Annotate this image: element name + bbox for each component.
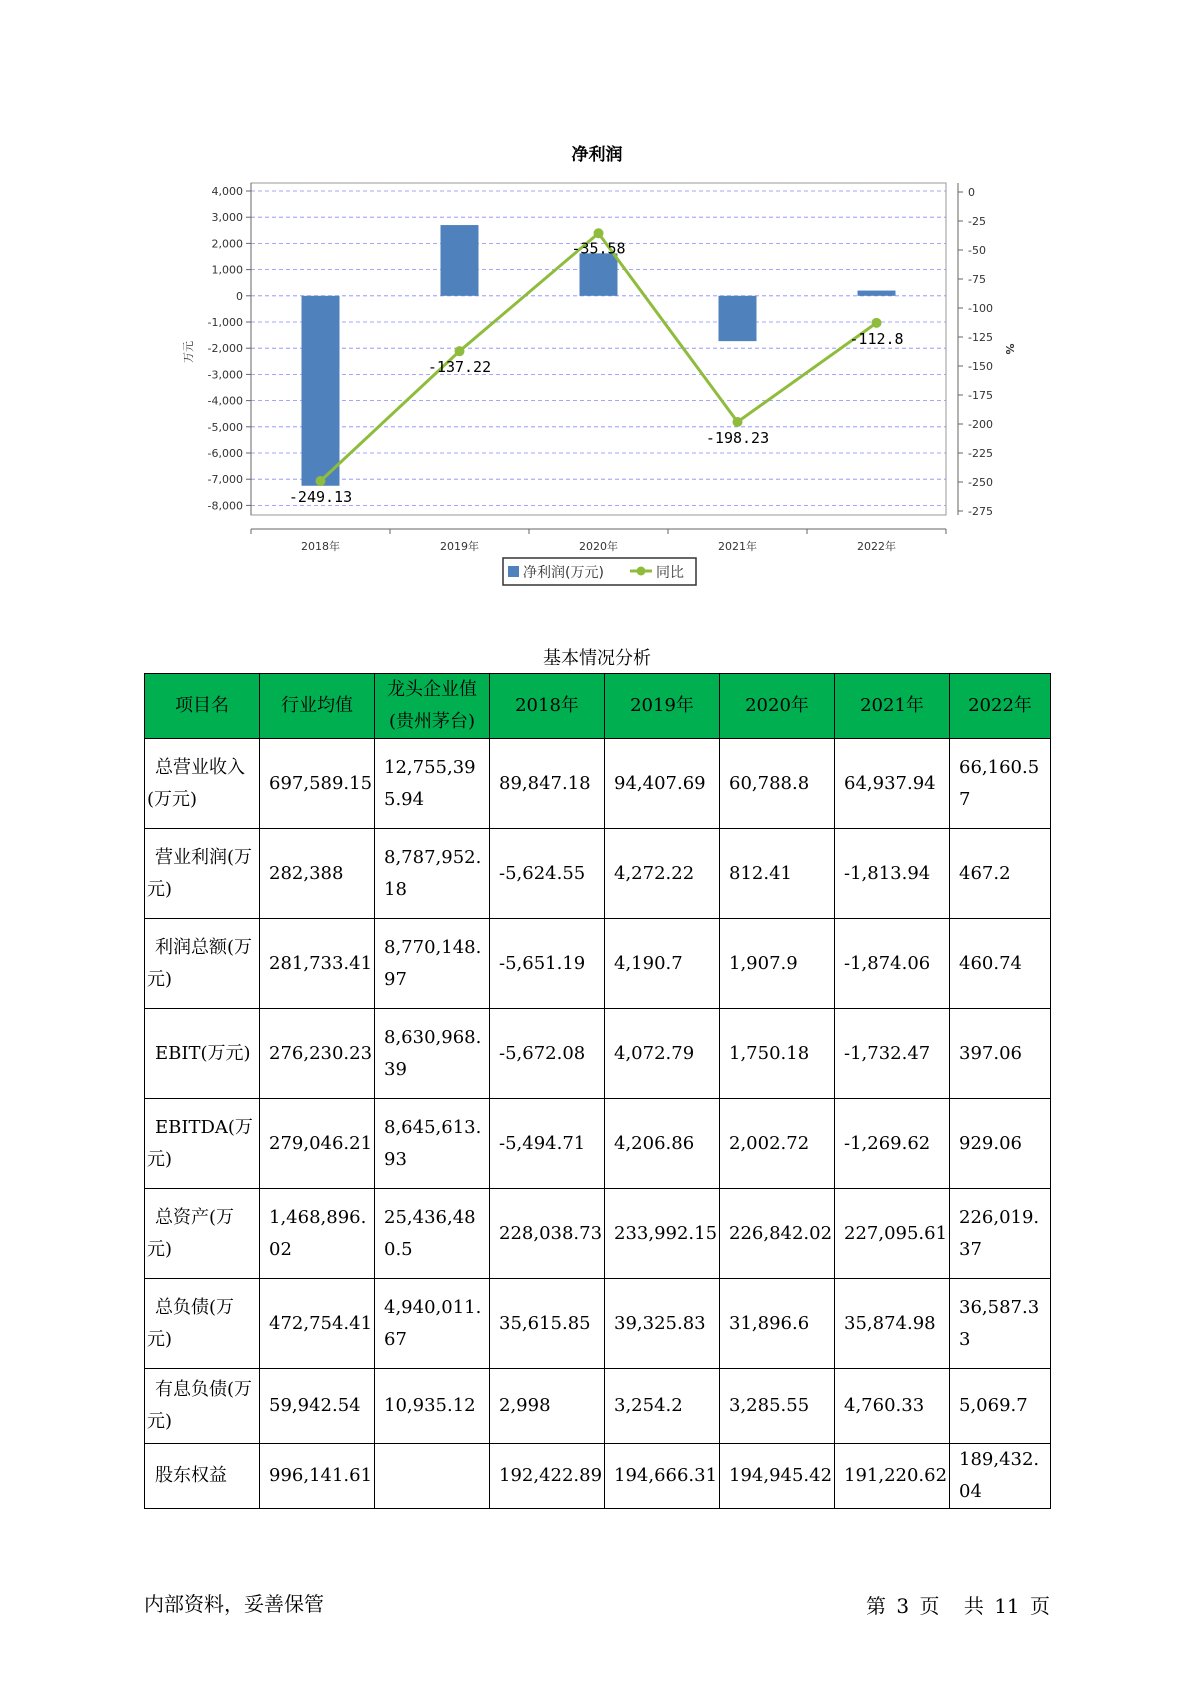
yoy-data-label: -137.22: [427, 358, 492, 377]
total-prefix: 共: [963, 1594, 984, 1618]
bar-2019年: [441, 225, 479, 296]
table-row: [145, 829, 1051, 919]
data-cell: 460.74: [950, 919, 1051, 1009]
data-cell: 25,436,480.5: [375, 1189, 490, 1279]
yoy-data-label: -112.8: [849, 329, 904, 348]
data-cell: -1,732.47: [835, 1009, 950, 1099]
data-cell: 3,254.2: [605, 1369, 720, 1444]
data-cell: 36,587.33: [950, 1279, 1051, 1369]
table-row: [145, 1189, 1051, 1279]
table-row: [145, 919, 1051, 1009]
data-cell: 35,615.85: [490, 1279, 605, 1369]
y-right-tick-label: -75: [968, 273, 986, 286]
yoy-data-label: -35.58: [571, 239, 626, 258]
total-word: 页: [1030, 1594, 1050, 1618]
row-name-cell: 总资产(万元): [145, 1189, 260, 1279]
x-category-label: 2018年: [301, 540, 340, 553]
bar-2018年: [302, 296, 340, 486]
data-cell: 1,468,896.02: [260, 1189, 375, 1279]
row-name-cell: EBITDA(万元): [145, 1099, 260, 1189]
data-cell: 226,019.37: [950, 1189, 1051, 1279]
data-cell: 279,046.21: [260, 1099, 375, 1189]
data-cell: 89,847.18: [490, 739, 605, 829]
y-left-tick-label: -6,000: [207, 447, 243, 460]
legend-bar-label: 净利润(万元): [523, 565, 604, 581]
y-right-tick-label: -125: [968, 331, 993, 344]
data-cell: 233,992.15: [605, 1189, 720, 1279]
data-cell: 2,998: [490, 1369, 605, 1444]
legend-line-label: 同比: [656, 565, 684, 581]
bar-2021年: [719, 296, 757, 341]
page-total: 11: [994, 1594, 1020, 1618]
table-caption: 基本情况分析: [543, 648, 651, 669]
yoy-point: [316, 476, 326, 486]
net-profit-chart: [0, 0, 1191, 600]
data-cell: 10,935.12: [375, 1369, 490, 1444]
data-cell: -1,813.94: [835, 829, 950, 919]
data-cell: 1,907.9: [720, 919, 835, 1009]
y-right-tick-label: -275: [968, 505, 993, 518]
data-cell: 929.06: [950, 1099, 1051, 1189]
y-right-tick-label: -200: [968, 418, 993, 431]
row-name-cell: EBIT(万元): [145, 1009, 260, 1099]
y-right-tick-label: -100: [968, 302, 993, 315]
footer-confidential-note: 内部资料，妥善保管: [144, 1592, 324, 1616]
bar-2022年: [858, 291, 896, 296]
data-cell: 12,755,395.94: [375, 739, 490, 829]
data-cell: -5,494.71: [490, 1099, 605, 1189]
table-row: [145, 1369, 1051, 1444]
data-cell: 8,630,968.39: [375, 1009, 490, 1099]
header-cell: 2022年: [950, 674, 1051, 739]
y-left-tick-label: -1,000: [207, 316, 243, 329]
data-cell: 397.06: [950, 1009, 1051, 1099]
data-cell: 228,038.73: [490, 1189, 605, 1279]
row-name-cell: 利润总额(万元): [145, 919, 260, 1009]
y-axis-left: [208, 183, 251, 515]
data-cell: 189,432.04: [950, 1444, 1051, 1509]
row-name-cell: 总营业收入(万元): [145, 739, 260, 829]
page-word: 页: [919, 1594, 940, 1618]
table-body: [145, 739, 1051, 1509]
header-cell: 2020年: [720, 674, 835, 739]
y-left-tick-label: 0: [236, 289, 243, 303]
data-cell: 8,770,148.97: [375, 919, 490, 1009]
data-cell: 697,589.15: [260, 739, 375, 829]
data-cell: 8,787,952.18: [375, 829, 490, 919]
table-row: [145, 739, 1051, 829]
data-cell: -5,651.19: [490, 919, 605, 1009]
table-row: [145, 1444, 1051, 1509]
chart-legend: [503, 558, 696, 585]
x-category-label: 2020年: [579, 540, 618, 553]
data-cell: [375, 1444, 490, 1509]
data-cell: 191,220.62: [835, 1444, 950, 1509]
bar-2020年: [580, 253, 618, 295]
data-cell: 2,002.72: [720, 1099, 835, 1189]
data-cell: 226,842.02: [720, 1189, 835, 1279]
legend-line-marker: [637, 567, 646, 576]
table-row: [145, 1279, 1051, 1369]
footer-page-number: [862, 1590, 1050, 1619]
basic-analysis-table: [144, 673, 1051, 1509]
row-name-cell: 营业利润(万元): [145, 829, 260, 919]
legend-bar-swatch: [508, 566, 519, 577]
y-left-tick-label: -7,000: [207, 473, 243, 487]
y-right-tick-label: -25: [968, 215, 986, 228]
data-cell: 66,160.57: [950, 739, 1051, 829]
data-cell: -5,624.55: [490, 829, 605, 919]
x-axis-categories: [251, 529, 946, 553]
data-cell: 467.2: [950, 829, 1051, 919]
header-cell: 龙头企业值(贵州茅台): [375, 674, 490, 739]
data-cell: 3,285.55: [720, 1369, 835, 1444]
yoy-point: [733, 417, 743, 427]
data-cell: 5,069.7: [950, 1369, 1051, 1444]
data-cell: 472,754.41: [260, 1279, 375, 1369]
y-left-tick-label: -4,000: [207, 394, 243, 408]
data-cell: 812.41: [720, 829, 835, 919]
page-prefix: 第: [866, 1594, 887, 1618]
y-left-tick-label: 4,000: [211, 185, 243, 198]
data-cell: 59,942.54: [260, 1369, 375, 1444]
data-cell: 35,874.98: [835, 1279, 950, 1369]
y-right-tick-label: -150: [968, 360, 993, 373]
data-cell: 1,750.18: [720, 1009, 835, 1099]
yoy-data-label: -198.23: [705, 428, 770, 447]
data-cell: -1,874.06: [835, 919, 950, 1009]
header-cell: 行业均值: [260, 674, 375, 739]
yoy-point: [594, 228, 604, 238]
row-name-cell: 有息负债(万元): [145, 1369, 260, 1444]
y-left-tick-label: -8,000: [207, 499, 243, 513]
data-cell: 281,733.41: [260, 919, 375, 1009]
data-cell: 8,645,613.93: [375, 1099, 490, 1189]
data-cell: -5,672.08: [490, 1009, 605, 1099]
table-header-row: [145, 674, 1051, 739]
yoy-data-label: -249.13: [288, 487, 353, 506]
data-cell: -1,269.62: [835, 1099, 950, 1189]
header-cell: 2019年: [605, 674, 720, 739]
y-right-tick-label: -225: [968, 447, 993, 460]
yoy-point: [455, 346, 465, 356]
data-cell: 4,760.33: [835, 1369, 950, 1444]
data-cell: 282,388: [260, 829, 375, 919]
data-cell: 4,072.79: [605, 1009, 720, 1099]
data-cell: 996,141.61: [260, 1444, 375, 1509]
x-category-label: 2021年: [718, 540, 757, 553]
y-right-tick-label: -250: [968, 476, 993, 489]
y-right-tick-label: 0: [968, 186, 975, 199]
row-name-cell: 总负债(万元): [145, 1279, 260, 1369]
bar-series: [302, 225, 896, 486]
data-cell: 4,206.86: [605, 1099, 720, 1189]
y-axis-right-label: %: [1003, 343, 1016, 355]
header-cell: 2018年: [490, 674, 605, 739]
data-cell: 39,325.83: [605, 1279, 720, 1369]
row-name-cell: 股东权益: [145, 1444, 260, 1509]
y-axis-right: [958, 183, 993, 518]
data-cell: 192,422.89: [490, 1444, 605, 1509]
y-left-tick-label: -5,000: [207, 420, 243, 434]
y-left-tick-label: 1,000: [211, 263, 243, 277]
data-cell: 276,230.23: [260, 1009, 375, 1099]
table-row: [145, 1009, 1051, 1099]
data-cell: 4,940,011.67: [375, 1279, 490, 1369]
y-left-tick-label: 2,000: [211, 237, 243, 251]
data-cell: 64,937.94: [835, 739, 950, 829]
page-current: 3: [896, 1594, 910, 1618]
chart-title: 净利润: [571, 145, 623, 165]
header-cell: 项目名: [145, 674, 260, 739]
y-axis-left-label: 万元: [182, 341, 195, 363]
x-category-label: 2019年: [440, 540, 479, 553]
y-left-tick-label: -2,000: [207, 342, 243, 356]
data-cell: 94,407.69: [605, 739, 720, 829]
y-right-tick-label: -175: [968, 389, 993, 402]
data-cell: 227,095.61: [835, 1189, 950, 1279]
x-category-label: 2022年: [857, 540, 896, 553]
data-cell: 4,272.22: [605, 829, 720, 919]
data-cell: 194,945.42: [720, 1444, 835, 1509]
y-right-tick-label: -50: [968, 244, 986, 257]
y-left-tick-label: 3,000: [211, 211, 243, 225]
data-cell: 4,190.7: [605, 919, 720, 1009]
y-left-tick-label: -3,000: [207, 368, 243, 382]
header-cell: 2021年: [835, 674, 950, 739]
table-row: [145, 1099, 1051, 1189]
data-cell: 60,788.8: [720, 739, 835, 829]
yoy-point: [872, 318, 882, 328]
data-cell: 194,666.31: [605, 1444, 720, 1509]
data-cell: 31,896.6: [720, 1279, 835, 1369]
